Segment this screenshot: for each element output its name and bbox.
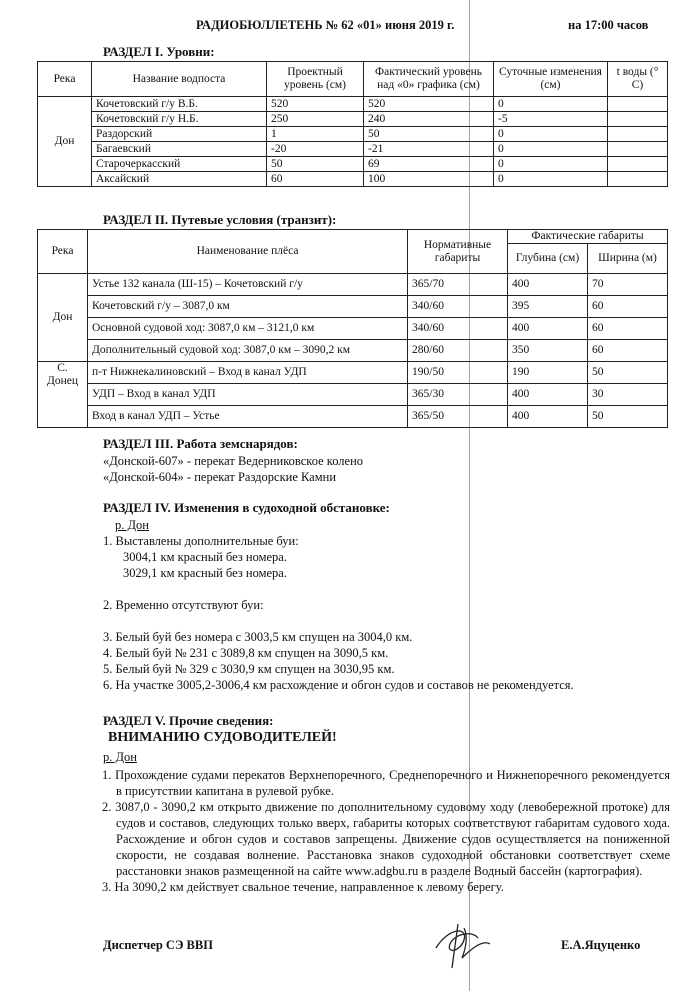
depth: 190 — [508, 362, 588, 384]
water-temp — [608, 142, 668, 157]
depth: 400 — [508, 318, 588, 340]
river-cell: С. Донец — [38, 362, 88, 428]
water-temp — [608, 172, 668, 187]
col-project-level: Проектный уровень (см) — [267, 62, 364, 97]
levels-header-row — [38, 62, 668, 97]
col-reach: Наименование плёса — [88, 230, 408, 274]
change-item: 3. Белый буй без номера с 3003,5 км спущен на 3004,0 км. — [103, 630, 413, 644]
col-river: Река — [38, 230, 88, 274]
width: 50 — [588, 406, 668, 428]
norm-dimensions: 365/30 — [408, 384, 508, 406]
daily-change: 0 — [494, 97, 608, 112]
norm-dimensions: 365/70 — [408, 274, 508, 296]
table-row — [38, 274, 668, 296]
width: 50 — [588, 362, 668, 384]
depth: 395 — [508, 296, 588, 318]
water-temp — [608, 127, 668, 142]
gauge-name: Кочетовский г/у Н.Б. — [92, 112, 267, 127]
reach-name: Устье 132 канала (Ш-15) – Кочетовский г/у — [88, 274, 408, 296]
table-row — [38, 112, 668, 127]
change-item: 1. Выставлены дополнительные буи: — [103, 534, 299, 548]
col-actual-dimensions: Фактические габариты — [508, 230, 668, 244]
actual-level: -21 — [364, 142, 494, 157]
river-label: р. Дон — [103, 750, 137, 764]
info-item: 2. 3087,0 - 3090,2 км открыто движение по дополнительному судовому ходу (левобережной протоке) для судов и составов, следующих только вверх, габариты которых соответствуют габаритам судового хода. Расхождение и обгон судов и составов запрещены. Движение судов осуществляется на пониженной скорости, не создавая волнение. Расстановка знаков судоходной обстановки соответствует схеме расстановки знаков размещенной на сайте www.adgbu.ru в разделе Водный бассейн (картография). — [102, 800, 670, 878]
col-river: Река — [38, 62, 92, 97]
section4-title: РАЗДЕЛ IV. Изменения в судоходной обстановке: — [103, 500, 390, 515]
water-temp — [608, 97, 668, 112]
reach-name: Вход в канал УДП – Устье — [88, 406, 408, 428]
section3-title: РАЗДЕЛ III. Работа земснарядов: — [103, 436, 298, 451]
table-row — [38, 97, 668, 112]
project-level: 60 — [267, 172, 364, 187]
actual-level: 69 — [364, 157, 494, 172]
info-item: 1. Прохождение судами перекатов Верхнепоречного, Среднепоречного и Нижнепоречного рекомендуется в присутствии капитана в рулевой рубке. — [102, 768, 670, 798]
depth: 400 — [508, 384, 588, 406]
bulletin-time: на 17:00 часов — [568, 18, 649, 32]
section2-title: РАЗДЕЛ II. Путевые условия (транзит): — [103, 212, 337, 227]
project-level: 50 — [267, 157, 364, 172]
dredgers-list — [103, 453, 363, 485]
actual-level: 50 — [364, 127, 494, 142]
bulletin-title: РАДИОБЮЛЛЕТЕНЬ № 62 «01» июня 2019 г. — [196, 18, 455, 32]
table-row — [38, 157, 668, 172]
col-daily-change: Суточные изменения (см) — [494, 62, 608, 97]
width: 60 — [588, 296, 668, 318]
section5-items — [102, 767, 670, 895]
project-level: 1 — [267, 127, 364, 142]
levels-table — [37, 61, 668, 187]
daily-change: 0 — [494, 157, 608, 172]
dispatcher-name: Е.А.Яцуценко — [561, 938, 641, 952]
col-width: Ширина (м) — [588, 244, 668, 274]
gauge-name: Старочеркасский — [92, 157, 267, 172]
dispatcher-position: Диспетчер СЭ ВВП — [103, 938, 213, 952]
transit-header-row — [38, 230, 668, 244]
gauge-name: Кочетовский г/у В.Б. — [92, 97, 267, 112]
depth: 350 — [508, 340, 588, 362]
reach-name: Кочетовский г/у – 3087,0 км — [88, 296, 408, 318]
table-row — [38, 318, 668, 340]
daily-change: 0 — [494, 172, 608, 187]
col-actual-level: Фактический уровень над «0» графика (см) — [364, 62, 494, 97]
signature-icon — [428, 918, 498, 973]
info-item: 3. На 3090,2 км действует свальное течение, направленное к левому берегу. — [102, 880, 504, 894]
table-row — [38, 340, 668, 362]
daily-change: -5 — [494, 112, 608, 127]
col-depth: Глубина (см) — [508, 244, 588, 274]
buoy-line: 3029,1 км красный без номера. — [123, 566, 287, 580]
section5-title: РАЗДЕЛ V. Прочие сведения: — [103, 713, 274, 728]
dredger-line: «Донской-604» - перекат Раздорские Камни — [103, 470, 337, 484]
gauge-name: Багаевский — [92, 142, 267, 157]
table-row — [38, 142, 668, 157]
water-temp — [608, 112, 668, 127]
depth: 400 — [508, 274, 588, 296]
actual-level: 240 — [364, 112, 494, 127]
table-row — [38, 384, 668, 406]
change-item: 5. Белый буй № 329 с 3030,9 км спущен на 3030,95 км. — [103, 662, 395, 676]
section4-body — [103, 517, 673, 693]
width: 70 — [588, 274, 668, 296]
project-level: 520 — [267, 97, 364, 112]
section1-title: РАЗДЕЛ I. Уровни: — [103, 44, 215, 59]
attention-heading: ВНИМАНИЮ СУДОВОДИТЕЛЕЙ! — [108, 730, 337, 745]
col-water-temp: t воды (° С) — [608, 62, 668, 97]
gauge-name: Раздорский — [92, 127, 267, 142]
reach-name: п-т Нижнекалиновский – Вход в канал УДП — [88, 362, 408, 384]
col-norm-dimensions: Нормативные габариты — [408, 230, 508, 274]
table-row — [38, 406, 668, 428]
water-temp — [608, 157, 668, 172]
river-cell: Дон — [38, 97, 92, 187]
gauge-name: Аксайский — [92, 172, 267, 187]
daily-change: 0 — [494, 142, 608, 157]
table-row — [38, 362, 668, 384]
actual-level: 520 — [364, 97, 494, 112]
change-item: 4. Белый буй № 231 с 3089,8 км спущен на 3090,5 км. — [103, 646, 389, 660]
depth: 400 — [508, 406, 588, 428]
transit-table — [37, 229, 668, 428]
dredger-line: «Донской-607» - перекат Ведерниковское колено — [103, 454, 364, 468]
norm-dimensions: 340/60 — [408, 318, 508, 340]
project-level: 250 — [267, 112, 364, 127]
width: 60 — [588, 340, 668, 362]
daily-change: 0 — [494, 127, 608, 142]
project-level: -20 — [267, 142, 364, 157]
norm-dimensions: 365/50 — [408, 406, 508, 428]
change-item: 2. Временно отсутствуют буи: — [103, 598, 264, 612]
width: 30 — [588, 384, 668, 406]
norm-dimensions: 340/60 — [408, 296, 508, 318]
river-cell: Дон — [38, 274, 88, 362]
table-row — [38, 296, 668, 318]
width: 60 — [588, 318, 668, 340]
col-gauge-name: Название водпоста — [92, 62, 267, 97]
buoy-line: 3004,1 км красный без номера. — [123, 550, 287, 564]
reach-name: Дополнительный судовой ход: 3087,0 км – 3090,2 км — [88, 340, 408, 362]
norm-dimensions: 280/60 — [408, 340, 508, 362]
actual-level: 100 — [364, 172, 494, 187]
norm-dimensions: 190/50 — [408, 362, 508, 384]
table-row — [38, 172, 668, 187]
reach-name: УДП – Вход в канал УДП — [88, 384, 408, 406]
river-label: р. Дон — [115, 518, 149, 532]
change-item: 6. На участке 3005,2-3006,4 км расхождение и обгон судов и составов не рекомендуется. — [103, 678, 574, 692]
table-row — [38, 127, 668, 142]
reach-name: Основной судовой ход: 3087,0 км – 3121,0 км — [88, 318, 408, 340]
